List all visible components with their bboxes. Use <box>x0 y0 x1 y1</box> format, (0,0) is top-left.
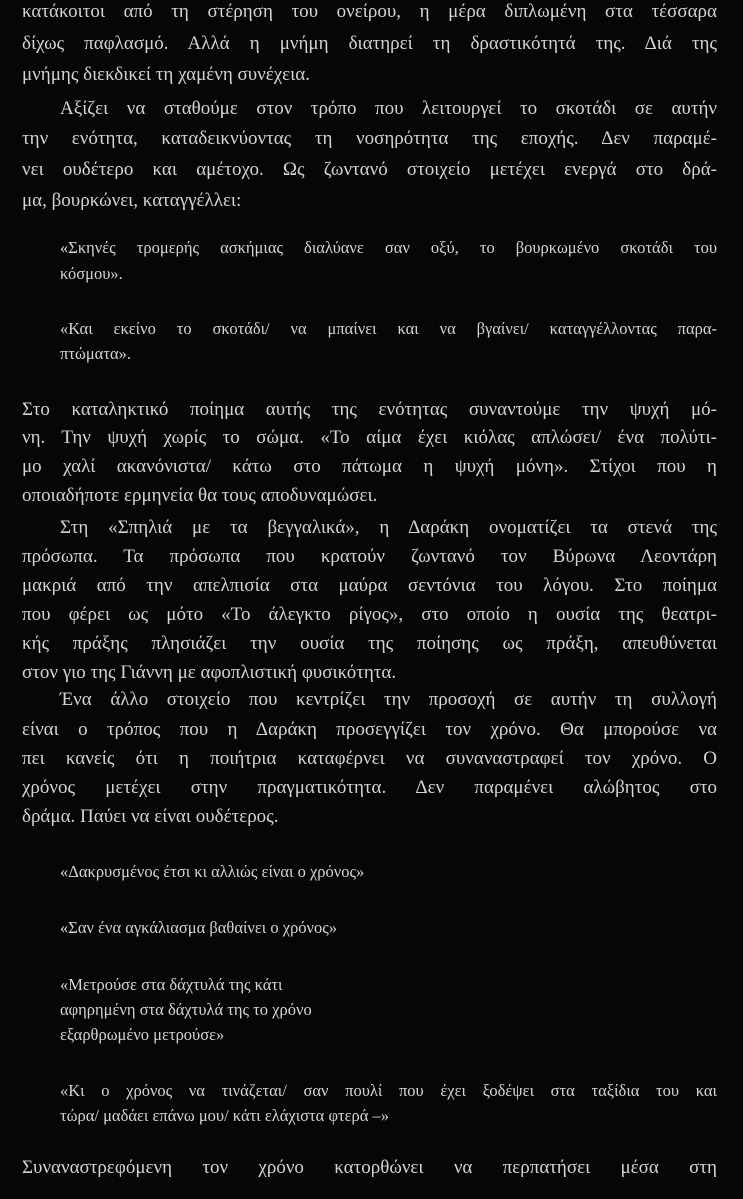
quote-line: «Μετρούσε στα δάχτυλά της κάτι <box>60 975 283 994</box>
text-line: νει ουδέτερο και αμέτοχο. Ως ζωντανό στοιχείο μετέχει ενεργά στο δρά- <box>22 159 717 180</box>
quote-line: «Και εκείνο το σκοτάδι/ να μπαίνει και να βγαίνει/ καταγγέλλοντας παρα- <box>60 319 717 338</box>
quote-line: τώρα/ μαδάει επάνω μου/ κάτι ελάχιστα φτερά –» <box>60 1106 390 1125</box>
text-line: που φέρει ως μότο «Το άλεγκτο ρίγος», στο οποίο η ουσία της θεατρι- <box>22 604 717 625</box>
text-line: μνήμης διεκδικεί τη χαμένη συνέχεια. <box>22 64 310 85</box>
text-line: Συναναστρεφόμενη τον χρόνο κατορθώνει να περπατήσει μέσα στη <box>22 1157 717 1178</box>
quote-line: εξαρθρωμένο μετρούσε» <box>60 1025 225 1044</box>
text-line: νη. Την ψυχή χωρίς το σώμα. «Το αίμα έχει κιόλας απλώσει/ ένα πολύτι- <box>22 427 717 448</box>
text-line: χρόνος μετέχει στην πραγματικότητα. Δεν παραμένει αλώβητος στο <box>22 777 717 798</box>
text-line: την ενότητα, καταδεικνύοντας τη νοσηρότητα της εποχής. Δεν παραμέ- <box>22 128 717 149</box>
text-line: μακριά από την απελπισία στα μαύρα σεντόνια του λόγου. Στο ποίημα <box>22 575 717 596</box>
quote-line: αφηρημένη στα δάχτυλά της το χρόνο <box>60 1000 312 1019</box>
quote-line: «Κι ο χρόνος να τινάζεται/ σαν πουλί που έχει ξοδέψει στα ταξίδια του και <box>60 1081 717 1100</box>
text-line: δίχως παφλασμό. Αλλά η μνήμη διατηρεί τη δραστικότητά της. Διά της <box>22 33 717 54</box>
text-line: Ένα άλλο στοιχείο που κεντρίζει την προσοχή σε αυτήν τη συλλογή <box>60 689 717 710</box>
quote-line: «Δακρυσμένος έτσι κι αλλιώς είναι ο χρόνος» <box>60 862 365 881</box>
text-line: στον γιο της Γιάννη με αφοπλιστική φυσικότητα. <box>22 662 397 683</box>
text-line: Στο καταληκτικό ποίημα αυτής της ενότητας συναντούμε την ψυχή μό- <box>22 399 717 420</box>
text-line: κατάκοιτοι από τη στέρηση του ονείρου, η μέρα διπλωμένη στα τέσσαρα <box>22 1 717 22</box>
text-line: Στη «Σπηλιά με τα βεγγαλικά», η Δαράκη ονοματίζει τα στενά της <box>60 517 717 538</box>
text-line: Αξίζει να σταθούμε στον τρόπο που λειτουργεί το σκοτάδι σε αυτήν <box>60 98 717 119</box>
text-line: πρόσωπα. Τα πρόσωπα που κρατούν ζωντανό τον Βύρωνα Λεοντάρη <box>22 546 717 567</box>
text-line: μα, βουρκώνει, καταγγέλλει: <box>22 190 242 211</box>
text-line: είναι ο τρόπος που η Δαράκη προσεγγίζει τον χρόνο. Θα μπορούσε να <box>22 719 717 740</box>
text-line: οποιαδήποτε ερμηνεία θα τους αποδυναμώσει. <box>22 485 378 506</box>
text-line: κής πράξης πλησιάζει την ουσία της ποίησης ως πράξη, απευθύνεται <box>22 633 717 654</box>
text-line: μο χαλί ακανόνιστα/ κάτω στο πάτωμα η ψυχή μόνη». Στίχοι που η <box>22 456 717 477</box>
text-line: πει κανείς ότι η ποιήτρια καταφέρνει να συναναστραφεί τον χρόνο. Ο <box>22 748 717 769</box>
quote-line: «Σαν ένα αγκάλιασμα βαθαίνει ο χρόνος» <box>60 918 338 937</box>
quote-line: κόσμου». <box>60 264 123 283</box>
text-line: δράμα. Παύει να είναι ουδέτερος. <box>22 806 279 827</box>
quote-line: πτώματα». <box>60 344 131 363</box>
quote-line: «Σκηνές τρομερής ασκήμιας διαλύανε σαν οξύ, το βουρκωμένο σκοτάδι του <box>60 238 717 257</box>
